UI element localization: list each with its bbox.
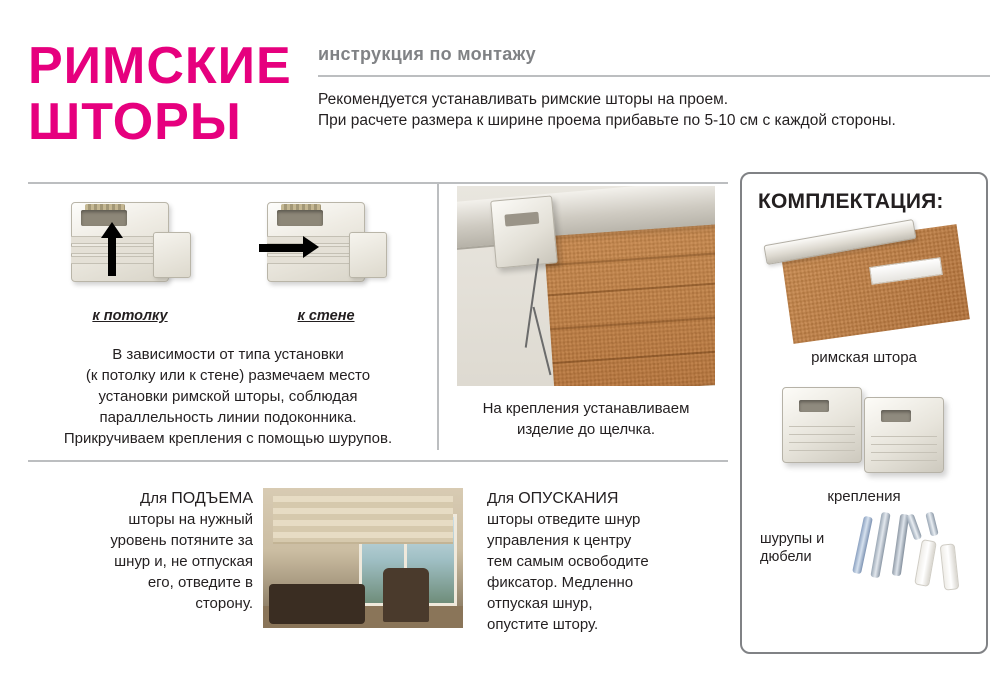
screws-dowels-icon [852,510,968,596]
divider-horizontal-middle [28,460,728,462]
brackets-text-line-5: Прикручиваем крепления с помощью шурупов. [63,430,393,447]
bracket-ceiling [55,192,205,324]
intro-line-2: При расчете размера к ширине проема прибавьте по 5-10 см с каждой стороны. [318,112,896,129]
brackets-text-line-1: В зависимости от типа установки [112,346,344,363]
bracket-wall-icon [251,192,401,302]
lower-text [473,470,722,635]
lower-line-7: опустите штору. [487,616,599,633]
lift-line-3: уровень потяните за [110,532,253,549]
divider-horizontal-top [28,182,728,184]
lower-line-5: фиксатор. Медленно [487,574,634,591]
lower-line-2: шторы отведите шнур [487,511,641,528]
kit-item-curtain-label: римская штора [811,349,917,366]
lift-line-1-prefix: Для [140,490,172,507]
lift-line-4: шнур и, не отпуская [114,553,253,570]
hardware-label-line-2: дюбели [760,549,812,565]
roman-blind-icon [758,222,970,342]
section-install-text [452,398,720,440]
room-photo [263,488,463,628]
title-line-2: ШТОРЫ [28,93,242,151]
poster-subtitle: инструкция по монтажу [318,44,536,64]
bracket-wall-label: к стене [297,308,355,324]
install-photo [457,186,715,386]
install-text-line-2: изделие до щелчка. [516,421,656,438]
kit-item-brackets-label: крепления [827,488,901,505]
lower-line-6: отпуская шнур, [487,595,593,612]
brackets-icon [758,377,970,481]
brackets-text-line-2: (к потолку или к стене) размечаем место [85,367,371,384]
kit-panel-title: КОМПЛЕКТАЦИЯ: [758,190,944,213]
brackets-text-line-3: установки римской шторы, соблюдая [98,388,358,405]
install-text-line-1: На крепления устанавливаем [482,400,690,417]
kit-item-hardware-label [760,530,856,566]
kit-item-curtain [742,222,986,367]
divider-vertical [437,182,439,450]
lift-line-5: его, отведите в [147,574,253,591]
lift-text [28,470,253,635]
lift-line-6: сторону. [195,595,253,612]
lower-line-1-prefix: Для [487,490,519,507]
poster-title [28,37,308,151]
lower-keyword: ОПУСКАНИЯ [518,490,619,507]
kit-item-brackets [742,377,986,506]
bracket-illustrations [28,192,428,324]
brackets-text-line-4: параллельность линии подоконника. [99,409,357,426]
section-install [452,186,720,440]
bracket-wall [251,192,401,324]
header-divider [318,75,990,77]
lift-line-2: шторы на нужный [128,511,253,528]
header-right [318,44,990,131]
kit-item-hardware [754,510,974,596]
intro-line-1: Рекомендуется устанавливать римские шторы на проем. [318,91,729,108]
section-operation [28,470,728,635]
section-brackets [28,192,428,449]
intro-text [318,89,998,131]
bracket-ceiling-label: к потолку [92,308,168,324]
bracket-ceiling-icon [55,192,205,302]
lower-line-3: управления к центру [487,532,632,549]
lift-keyword: ПОДЪЕМА [171,490,253,507]
hardware-label-line-1: шурупы и [760,531,825,547]
section-brackets-text [28,344,428,449]
title-line-1: РИМСКИЕ [28,37,292,95]
kit-panel [740,172,988,654]
lower-line-4: тем самым освободите [487,553,649,570]
